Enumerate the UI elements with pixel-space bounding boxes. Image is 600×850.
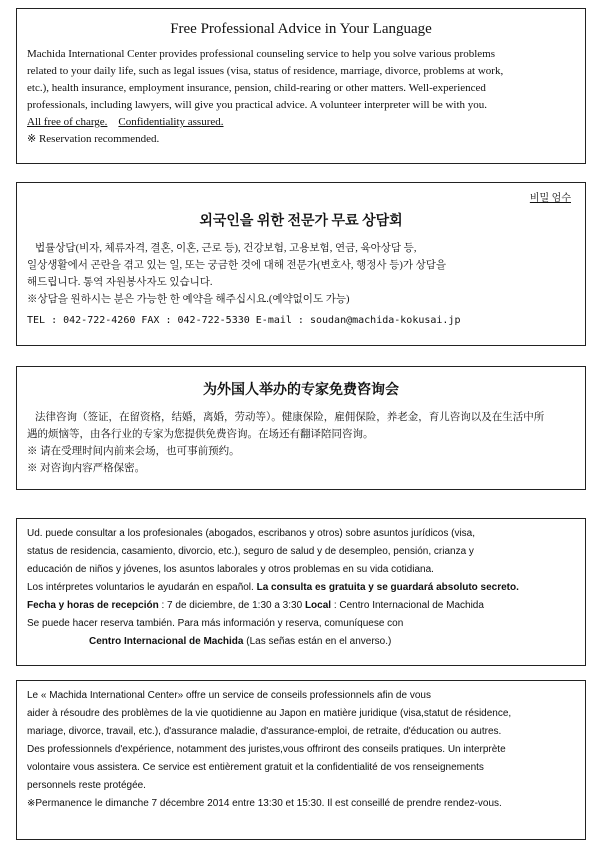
french-notice-box: [16, 680, 586, 840]
english-line-1: Machida International Center provides professional counseling service to help you solve various problems: [27, 48, 495, 60]
korean-contact-line: TEL : 042-722-4260 FAX : 042-722-5330 E-mail : soudan@machida-kokusai.jp: [27, 315, 461, 326]
english-free-line: [27, 114, 575, 131]
korean-line-3: 해드립니다. 통역 자원봉사자도 있습니다.: [27, 277, 213, 288]
spanish-location-label: Local: [304, 600, 332, 611]
chinese-line-2: 遇的烦恼等，由各行业的专家为您提供免费咨询。在场还有翻译陪同咨询。: [27, 429, 374, 440]
french-line-7: ※Permanence le dimanche 7 décembre 2014 entre 13:30 et 15:30. Il est conseillé de prendre rendez-vous.: [27, 798, 502, 809]
spanish-date-label: Fecha y horas de recepción: [27, 600, 159, 611]
english-line-3: etc.), health insurance, employment insurance, pension, child-rearing or other matters. Well-experienced: [27, 82, 486, 94]
spanish-line-1: Ud. puede consultar a los profesionales (abogados, escribanos y otros) sobre asuntos jurídicos (visa,: [27, 528, 476, 539]
chinese-notice-box: [16, 366, 586, 490]
chinese-line-1: 法律咨询（签证，在留资格，结婚，离婚，劳动等）。健康保险，雇佣保险，养老金，育儿咨询以及在生活中所: [35, 412, 545, 423]
spanish-line-3: educación de niños y jóvenes, los asuntos laborales y otros problemas en su vida cotidiana.: [27, 564, 434, 575]
spanish-free-consult-text: La consulta es gratuita y se guardará absoluto secreto.: [256, 582, 519, 593]
korean-title: 외국인을 위한 전문가 무료 상담회: [199, 214, 403, 229]
spanish-interpreters-text: Los intérpretes voluntarios le ayudarán en español.: [27, 582, 257, 593]
english-line-2: related to your daily life, such as legal issues (visa, status of residence, marriage, divorce, problems at work,: [27, 65, 504, 77]
korean-line-1: 법률상담(비자, 체류자격, 결혼, 이혼, 근로 등), 건강보험, 고용보험, 연금, 육아상담 등,: [35, 243, 417, 254]
confidential-tag-label: 비밀 엄수: [529, 193, 571, 204]
korean-line-4: ※상담을 원하시는 분은 가능한 한 예약을 해주십시요.(예약없이도 가능): [27, 294, 350, 305]
chinese-line-4: ※ 对咨询内容严格保密。: [27, 463, 146, 474]
spanish-address-note: (Las señas están en el anverso.): [243, 636, 392, 647]
spanish-line-2: status de residencia, casamiento, divorcio, etc.), seguro de salud y de desempleo, pensión, crianza y: [27, 546, 474, 557]
english-title: Free Professional Advice in Your Language: [170, 21, 432, 37]
korean-line-2: 일상생활에서 곤란을 겪고 있는 일, 또는 궁금한 것에 대해 전문가(변호사, 행정사 등)가 상담을: [27, 260, 447, 271]
confidential-tag: [27, 189, 571, 204]
spanish-line-4: [27, 579, 575, 597]
spanish-notice-box: [16, 518, 586, 666]
chinese-title: 为外国人举办的专家免费咨询会: [203, 383, 399, 398]
english-notice-box: [16, 8, 586, 164]
spanish-line-5: [27, 597, 575, 615]
spanish-location-value: : Centro Internacional de Machida: [331, 600, 484, 611]
french-line-5: volontaire vous assistera. Ce service est entièrement gratuit et la confidentialité de vos renseignements: [27, 762, 484, 773]
chinese-line-3: ※ 请在受理时间内前来会场，也可事前预约。: [27, 446, 240, 457]
english-reservation-note: ※ Reservation recommended.: [27, 133, 160, 145]
french-line-1: Le « Machida International Center» offre un service de conseils professionnels afin de vous: [27, 690, 431, 701]
english-line-4: professionals, including lawyers, will give you practical advice. A volunteer interpreter will be with you.: [27, 99, 488, 111]
french-line-2: aider à résoudre des problèmes de la vie quotidienne au Japon en matière juridique (visa,statut de résidence,: [27, 708, 512, 719]
french-line-6: personnels reste protégée.: [27, 780, 146, 791]
french-line-4: Des professionnels d'expérience, notamment des juristes,vous offriront des conseils pratiques. Un interprète: [27, 744, 506, 755]
confidentiality-text: Confidentiality assured.: [118, 116, 224, 128]
spanish-line-7: [27, 633, 575, 651]
french-line-3: mariage, divorce, travail, etc.), d'assurance maladie, d'assurance-emploi, de retraite, d'éducation ou autres.: [27, 726, 502, 737]
spanish-line-6: Se puede hacer reserva también. Para más información y reserva, comuníquese con: [27, 618, 404, 629]
spanish-center-name: Centro Internacional de Machida: [89, 636, 244, 647]
free-of-charge-text: All free of charge.: [27, 116, 108, 128]
korean-notice-box: [16, 182, 586, 346]
spanish-date-value: : 7 de diciembre, de 1:30 a 3:30: [158, 600, 305, 611]
